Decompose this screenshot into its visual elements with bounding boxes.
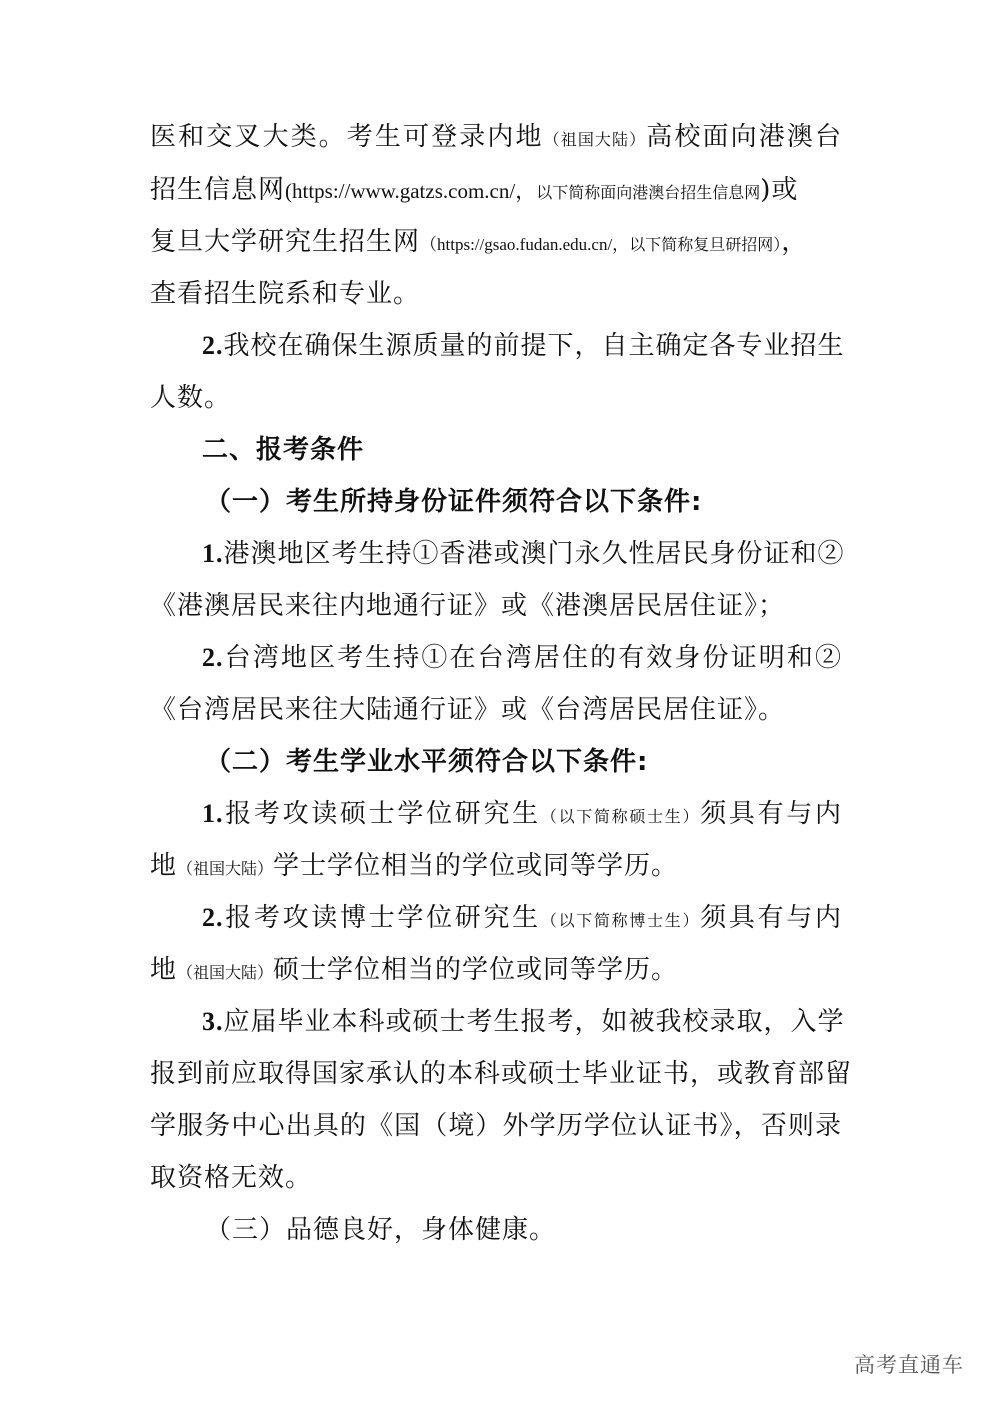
text: 招生信息网 bbox=[150, 175, 286, 205]
subsection-heading: （一）考生所持身份证件须符合以下条件: bbox=[205, 487, 703, 517]
paragraph-line bbox=[150, 170, 850, 213]
text: 报考攻读博士学位研究生 bbox=[223, 903, 541, 933]
text: 须具有与内 bbox=[700, 903, 842, 933]
paragraph-line bbox=[202, 794, 842, 837]
paragraph-line: 学服务中心出具的《国（境）外学历学位认证书》，否则录 bbox=[150, 1111, 842, 1141]
section-heading: 二、报考条件 bbox=[202, 435, 365, 465]
url-link[interactable]: （https://gsao.fudan.edu.cn/， bbox=[420, 235, 630, 254]
text: )或 bbox=[760, 175, 799, 205]
url-link[interactable]: (https://www.gatzs.com.cn/， bbox=[285, 179, 537, 203]
paragraph-line: 《台湾居民来往大陆通行证》或《台湾居民居住证》。 bbox=[150, 695, 786, 725]
paragraph-line bbox=[150, 950, 850, 993]
paragraph-line bbox=[202, 326, 845, 366]
paragraph-line bbox=[202, 638, 842, 678]
text: 地 bbox=[150, 851, 178, 881]
item-number: 3. bbox=[202, 1007, 224, 1036]
text: 硕士学位相当的学位或同等学历。 bbox=[273, 955, 679, 985]
text: 应届毕业本科或硕士考生报考，如被我校录取，入学 bbox=[223, 1007, 845, 1037]
small-note: 以下简称面向港澳台招生信息网 bbox=[536, 183, 761, 202]
item-number: 1. bbox=[202, 539, 224, 568]
item-number: 2. bbox=[202, 643, 224, 672]
subsection-heading: （三）品德良好，身体健康。 bbox=[205, 1215, 557, 1245]
text: 台湾地区考生持①在台湾居住的有效身份证明和② bbox=[223, 643, 842, 673]
subsection-heading: （二）考生学业水平须符合以下条件: bbox=[205, 747, 649, 777]
item-number: 2. bbox=[202, 331, 224, 360]
text: 复旦大学研究生招生网 bbox=[150, 227, 421, 257]
paragraph-line bbox=[150, 846, 850, 889]
text: 我校在确保生源质量的前提下，自主确定各专业招生 bbox=[223, 331, 845, 361]
small-note: （以下简称硕士生） bbox=[540, 807, 701, 826]
paragraph-line: 《港澳居民来往内地通行证》或《港澳居民居住证》； bbox=[150, 591, 786, 621]
paragraph-line: 人数。 bbox=[150, 383, 232, 413]
small-note: （祖国大陆） bbox=[177, 963, 274, 982]
watermark: 高考直通车 bbox=[854, 1353, 964, 1377]
text: 报考攻读硕士学位研究生 bbox=[223, 799, 541, 829]
paragraph-line bbox=[150, 222, 850, 265]
item-number: 2. bbox=[202, 903, 224, 932]
text: 地 bbox=[150, 955, 178, 985]
text: 港澳地区考生持①香港或澳门永久性居民身份证和② bbox=[223, 539, 845, 569]
item-number: 1. bbox=[202, 799, 224, 828]
text: 学士学位相当的学位或同等学历。 bbox=[273, 851, 679, 881]
paragraph-line bbox=[202, 1002, 845, 1042]
text: 须具有与内 bbox=[700, 799, 842, 829]
small-note: （祖国大陆） bbox=[543, 130, 647, 149]
paragraph-line bbox=[150, 117, 842, 160]
paragraph-line: 取资格无效。 bbox=[150, 1163, 313, 1193]
small-note: （祖国大陆） bbox=[177, 859, 274, 878]
paragraph-line: 报到前应取得国家承认的本科或硕士毕业证书，或教育部留 bbox=[150, 1059, 853, 1089]
text: ， bbox=[781, 227, 809, 257]
small-note: （以下简称博士生） bbox=[540, 911, 701, 930]
paragraph-line bbox=[202, 898, 842, 941]
text: 医和交叉大类。考生可登录内地 bbox=[150, 122, 544, 152]
small-note: 以下简称复旦研招网） bbox=[629, 235, 782, 254]
paragraph-line bbox=[202, 534, 845, 574]
text: 高校面向港澳台 bbox=[646, 122, 842, 152]
paragraph-line: 查看招生院系和专业。 bbox=[150, 279, 421, 309]
